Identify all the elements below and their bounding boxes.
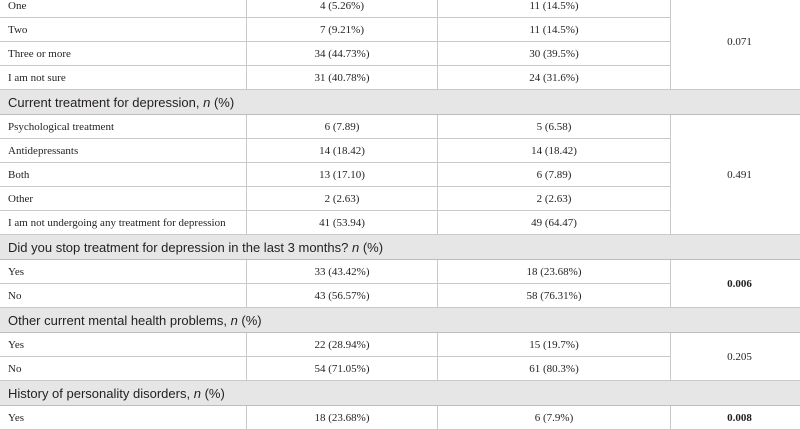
row-label: Other [0, 187, 247, 211]
section-header-row [0, 381, 800, 406]
row-label: Two [0, 18, 247, 42]
section-header-suffix: (%) [363, 240, 383, 255]
group1-value: 22 (28.94%) [247, 333, 438, 357]
row-label: I am not undergoing any treatment for depression [0, 211, 247, 235]
row-label: Yes [0, 260, 247, 284]
group2-value: 30 (39.5%) [438, 42, 671, 66]
group2-value: 6 (7.9%) [438, 406, 671, 430]
group1-value: 6 (7.89) [247, 115, 438, 139]
row-label: One [0, 0, 247, 18]
section-header-n: n [203, 95, 210, 110]
row-label: No [0, 284, 247, 308]
group2-value: 2 (2.63) [438, 187, 671, 211]
group2-value: 24 (31.6%) [438, 66, 671, 90]
group1-value: 34 (44.73%) [247, 42, 438, 66]
p-value: 0.491 [671, 115, 800, 235]
table-row [0, 0, 800, 18]
group2-value: 11 (14.5%) [438, 18, 671, 42]
group1-value: 31 (40.78%) [247, 66, 438, 90]
row-label: I am not sure [0, 66, 247, 90]
section-header-text: Current treatment for depression, [8, 95, 199, 110]
section-header-suffix: (%) [241, 313, 261, 328]
group2-value: 11 (14.5%) [438, 0, 671, 18]
group2-value: 58 (76.31%) [438, 284, 671, 308]
row-label: Antidepressants [0, 139, 247, 163]
section-header-suffix: (%) [205, 386, 225, 401]
group1-value: 2 (2.63) [247, 187, 438, 211]
p-value: 0.008 [671, 406, 800, 430]
table-row [0, 115, 800, 139]
section-header [0, 235, 800, 260]
row-label: Psychological treatment [0, 115, 247, 139]
section-header-row [0, 308, 800, 333]
group1-value: 33 (43.42%) [247, 260, 438, 284]
group2-value: 5 (6.58) [438, 115, 671, 139]
table-row [0, 406, 800, 430]
row-label: Both [0, 163, 247, 187]
section-header [0, 90, 800, 115]
row-label: No [0, 357, 247, 381]
group2-value: 49 (64.47) [438, 211, 671, 235]
p-value: 0.006 [671, 260, 800, 308]
section-header-n: n [231, 313, 238, 328]
section-header-n: n [352, 240, 359, 255]
row-label: Yes [0, 333, 247, 357]
group2-value: 6 (7.89) [438, 163, 671, 187]
group2-value: 14 (18.42) [438, 139, 671, 163]
group2-value: 61 (80.3%) [438, 357, 671, 381]
table-row [0, 260, 800, 284]
group1-value: 14 (18.42) [247, 139, 438, 163]
section-header-text: Other current mental health problems, [8, 313, 227, 328]
table-row [0, 333, 800, 357]
group2-value: 18 (23.68%) [438, 260, 671, 284]
group1-value: 54 (71.05%) [247, 357, 438, 381]
p-value: 0.071 [671, 0, 800, 90]
group1-value: 7 (9.21%) [247, 18, 438, 42]
section-header-row [0, 235, 800, 260]
group1-value: 13 (17.10) [247, 163, 438, 187]
section-header-row [0, 90, 800, 115]
row-label: Three or more [0, 42, 247, 66]
section-header [0, 308, 800, 333]
p-value: 0.205 [671, 333, 800, 381]
section-header-text: History of personality disorders, [8, 386, 190, 401]
group1-value: 18 (23.68%) [247, 406, 438, 430]
section-header-suffix: (%) [214, 95, 234, 110]
group1-value: 43 (56.57%) [247, 284, 438, 308]
row-label: Yes [0, 406, 247, 430]
group2-value: 15 (19.7%) [438, 333, 671, 357]
group1-value: 4 (5.26%) [247, 0, 438, 18]
section-header-n: n [194, 386, 201, 401]
group1-value: 41 (53.94) [247, 211, 438, 235]
section-header [0, 381, 800, 406]
section-header-text: Did you stop treatment for depression in the last 3 months? [8, 240, 348, 255]
